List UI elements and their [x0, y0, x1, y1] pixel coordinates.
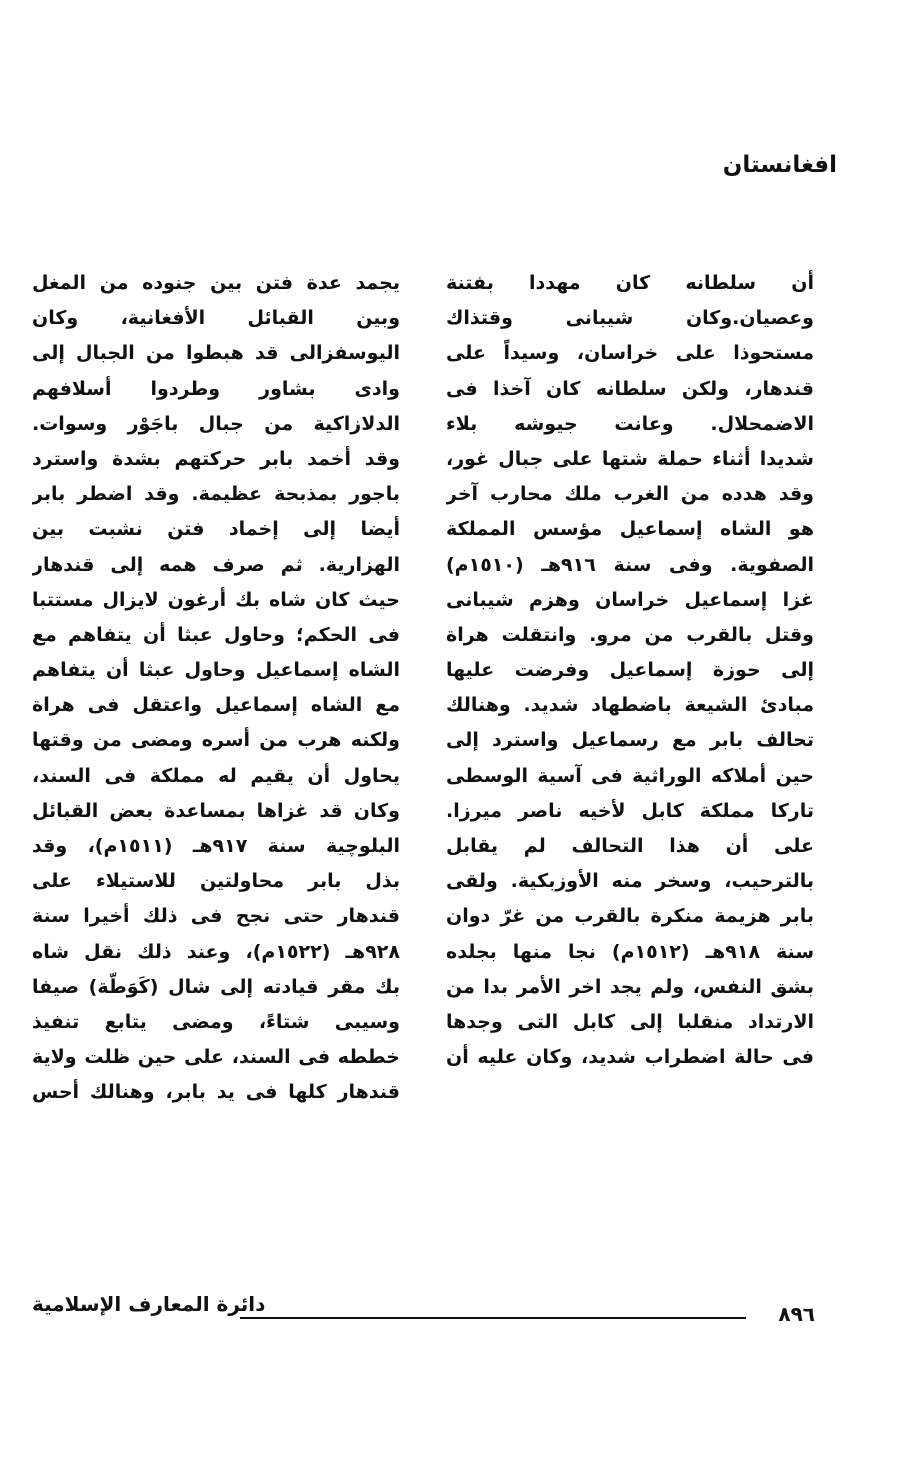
text-line: سنة ٩١٨هـ (١٥١٢م) نجا منها بجلده [446, 940, 814, 963]
text-line: فى الحكم؛ وحاول عبثا أن يتفاهم مع [32, 623, 400, 646]
text-line: أن سلطانه كان مهددا بفتنة [446, 272, 814, 294]
text-line: أيضا إلى إخماد فتن نشبت بين [32, 518, 400, 541]
text-line: حيث كان شاه بك أرغون لايزال مستتبا [32, 588, 400, 611]
page-number: ٨٩٦ [778, 1302, 815, 1326]
text-line: بك مقر قيادته إلى شال (كَوَطّة) صيفا [32, 975, 400, 998]
text-line: وادى بشاور وطردوا أسلافهم [32, 377, 400, 400]
text-line: ٩٢٨هـ (١٥٢٢م)، وعند ذلك نقل شاه [32, 940, 400, 963]
text-line: وقد هدده من الغرب ملك محارب آخر [446, 483, 814, 506]
text-line: ولكنه هرب من أسره ومضى من وقتها [32, 729, 400, 752]
text-line: البلوچية سنة ٩١٧هـ (١٥١١م)، وقد [32, 835, 400, 857]
text-line: خططه فى السند، على حين ظلت ولاية [32, 1046, 400, 1069]
text-line: شديدا أثناء حملة شتها على جبال غور، [446, 447, 814, 470]
text-line: مع الشاه إسماعيل واعتقل فى هراة [32, 694, 400, 717]
running-title: افغانستان [722, 152, 837, 178]
text-line: الدلازاكية من جبال باجَوْر وسوات. [32, 412, 400, 435]
text-line: وقد أخمد بابر حركتهم بشدة واسترد [32, 447, 400, 470]
text-line: قندهار، ولكن سلطانه كان آخذا فى [446, 377, 814, 400]
text-column-right [446, 266, 814, 1075]
page-footer [32, 1292, 815, 1332]
text-line: يحاول أن يقيم له مملكة فى السند، [32, 764, 400, 787]
text-line: على أن هذا التحالف لم يقابل [446, 835, 814, 857]
text-line: وقتل بالقرب من مرو. وانتقلت هراة [446, 623, 814, 646]
text-column-left [32, 266, 400, 1111]
text-line: بذل بابر محاولتين للاستيلاء على [32, 870, 400, 893]
text-line: وكان قد غزاها بمساعدة بعض القبائل [32, 799, 400, 822]
text-line: الشاه إسماعيل وحاول عبثا أن يتفاهم [32, 659, 400, 682]
text-line: بالترحيب، وسخر منه الأوزبكية. ولقى [446, 870, 814, 893]
text-line: مستحوذا على خراسان، وسيداً على [446, 342, 814, 365]
text-line: إلى حوزة إسماعيل وفرضت عليها [446, 659, 814, 682]
text-line: يجمد عدة فتن بين جنوده من المغل [32, 272, 400, 294]
text-line: الاضمحلال. وعانت جيوشه بلاء [446, 412, 814, 435]
footer-rule [240, 1317, 746, 1319]
text-line: غزا إسماعيل خراسان وهزم شيبانى [446, 588, 814, 611]
text-line: وسيبى شتاءً، ومضى يتابع تنفيذ [32, 1010, 400, 1033]
text-line: بشق النفس، ولم يجد اخر الأمر بدا من [446, 975, 814, 998]
text-line: حين أملاكه الوراثية فى آسية الوسطى [446, 764, 814, 787]
text-line: وبين القبائل الأفغانية، وكان [32, 307, 400, 330]
publication-title: دائرة المعارف الإسلامية [32, 1292, 266, 1316]
text-line: هو الشاه إسماعيل مؤسس المملكة [446, 518, 814, 541]
text-line: الصفوية. وفى سنة ٩١٦هـ (١٥١٠م) [446, 553, 814, 576]
text-line: بابر هزيمة منكرة بالقرب من غرّ دوان [446, 905, 814, 928]
text-line: قندهار حتى نجح فى ذلك أخيرا سنة [32, 905, 400, 928]
text-line: تحالف بابر مع رسماعيل واسترد إلى [446, 729, 814, 752]
text-line: اليوسفزالى قد هبطوا من الجبال إلى [32, 342, 400, 365]
text-line: باجور بمذبحة عظيمة. وقد اضطر بابر [32, 483, 400, 506]
text-line: الهزارية. ثم صرف همه إلى قندهار [32, 553, 400, 576]
text-line: فى حالة اضطراب شديد، وكان عليه أن [446, 1046, 814, 1069]
text-line: قندهار كلها فى يد بابر، وهنالك أحس [32, 1081, 400, 1104]
text-line: تاركا مملكة كابل لأخيه ناصر ميرزا. [446, 799, 814, 822]
text-line: وعصيان.وكان شيبانى وقتذاك [446, 307, 814, 330]
text-line: الارتداد منقلبا إلى كابل التى وجدها [446, 1010, 814, 1033]
text-line: مبادئ الشيعة باضطهاد شديد. وهنالك [446, 694, 814, 717]
